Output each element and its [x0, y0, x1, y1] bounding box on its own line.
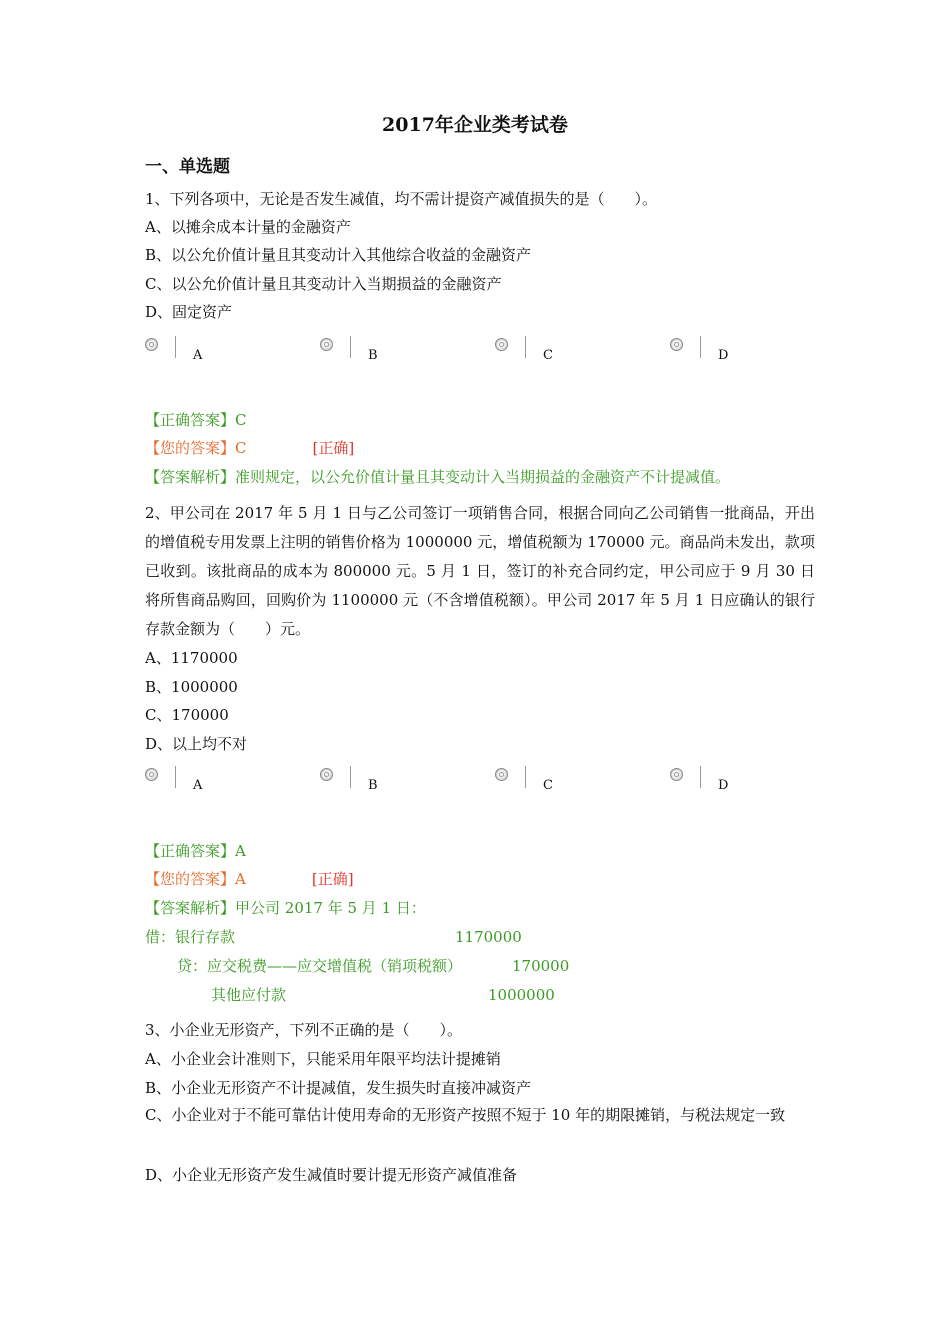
divider [525, 336, 526, 358]
correct-answer-value: A [235, 842, 246, 860]
divider [525, 766, 526, 788]
question-3-option-a: A、小企业会计准则下，只能采用年限平均法计提摊销 [145, 1050, 501, 1068]
page-title: 2017年企业类考试卷 [382, 114, 568, 136]
question-1-option-d: D、固定资产 [145, 303, 233, 321]
question-2-correct-answer [145, 841, 246, 861]
question-2-option-d: D、以上均不对 [145, 735, 248, 753]
radio-label: D [718, 778, 729, 793]
question-2-option-c: C、170000 [145, 706, 229, 724]
question-3-option-c: C、小企业对于不能可靠估计使用寿命的无形资产按照不短于 10 年的期限摊销，与税法规定一致 [145, 1106, 786, 1124]
section-heading: 一、单选题 [145, 157, 230, 177]
analysis-label: 【答案解析】 [145, 899, 236, 917]
question-1-radio-a[interactable] [145, 336, 315, 376]
question-3-option-d: D、小企业无形资产发生减值时要计提无形资产减值准备 [145, 1166, 518, 1184]
question-1-correct-answer [145, 410, 247, 430]
question-2-option-b: B、1000000 [145, 678, 238, 696]
question-2-radio-d[interactable] [670, 766, 840, 806]
correct-answer-label: 【正确答案】 [145, 842, 236, 860]
question-1-analysis [145, 467, 730, 487]
question-2-radio-c[interactable] [495, 766, 665, 806]
question-1-radio-group [145, 336, 845, 376]
question-3-stem: 3、小企业无形资产，下列不正确的是（ ）。 [145, 1021, 463, 1039]
radio-circle-icon[interactable] [145, 338, 158, 351]
question-1-option-b: B、以公允价值计量且其变动计入其他综合收益的金融资产 [145, 246, 532, 264]
radio-circle-icon[interactable] [145, 768, 158, 781]
correct-answer-label: 【正确答案】 [145, 411, 236, 429]
divider [350, 766, 351, 788]
radio-label: D [718, 348, 729, 363]
journal-credit-amount-1: 170000 [512, 957, 570, 975]
question-2-analysis [145, 898, 426, 918]
radio-circle-icon[interactable] [495, 768, 508, 781]
question-1-option-c: C、以公允价值计量且其变动计入当期损益的金融资产 [145, 275, 502, 293]
your-answer-label: 【您的答案】 [145, 870, 236, 888]
question-1-your-answer [145, 438, 354, 458]
divider [175, 766, 176, 788]
radio-label: B [368, 778, 378, 793]
journal-credit-account-1: 贷：应交税费——应交增值税（销项税额） [177, 957, 463, 975]
journal-credit-amount-2: 1000000 [488, 986, 555, 1004]
question-1-radio-c[interactable] [495, 336, 665, 376]
your-answer-value: C [235, 439, 247, 457]
question-2-radio-a[interactable] [145, 766, 315, 806]
your-answer-value: A [235, 870, 246, 888]
question-2-stem: 2、甲公司在 2017 年 5 月 1 日与乙公司签订一项销售合同，根据合同向乙公司销售一批商品，开出的增值税专用发票上注明的销售价格为 1000000 元，增值税额为 170000 元。商品尚未发出，款项已收到。该批商品的成本为 800000 元。5 月 1 日，签订的补充合同约定，甲公司应于 9 月 30 日将所售商品购回，回购价为 1100000 元（不含增值税额）。甲公司 2017 年 5 月 1 日应确认的银行存款金额为（ ）元。 [145, 504, 815, 638]
radio-label: A [193, 348, 203, 363]
result-badge: [正确] [312, 439, 355, 457]
question-2-radio-b[interactable] [320, 766, 490, 806]
divider [700, 336, 701, 358]
journal-debit-amount: 1170000 [455, 928, 522, 946]
divider [700, 766, 701, 788]
journal-credit-account-2: 其他应付款 [211, 986, 287, 1004]
analysis-text: 准则规定，以公允价值计量且其变动计入当期损益的金融资产不计提减值。 [235, 468, 731, 486]
analysis-label: 【答案解析】 [145, 468, 236, 486]
divider [175, 336, 176, 358]
radio-circle-icon[interactable] [670, 338, 683, 351]
journal-debit-account: 借：银行存款 [145, 928, 236, 946]
your-answer-label: 【您的答案】 [145, 439, 236, 457]
question-2-option-a: A、1170000 [145, 649, 238, 667]
radio-circle-icon[interactable] [670, 768, 683, 781]
question-1-radio-d[interactable] [670, 336, 840, 376]
radio-circle-icon[interactable] [495, 338, 508, 351]
radio-circle-icon[interactable] [320, 768, 333, 781]
divider [350, 336, 351, 358]
radio-label: B [368, 348, 378, 363]
question-1-stem: 1、下列各项中，无论是否发生减值，均不需计提资产减值损失的是（ ）。 [145, 190, 658, 208]
question-1-radio-b[interactable] [320, 336, 490, 376]
radio-circle-icon[interactable] [320, 338, 333, 351]
question-3-option-b: B、小企业无形资产不计提减值，发生损失时直接冲减资产 [145, 1079, 532, 1097]
radio-label: A [193, 778, 203, 793]
result-badge: [正确] [311, 870, 354, 888]
question-1-option-a: A、以摊余成本计量的金融资产 [145, 218, 351, 236]
radio-label: C [543, 778, 553, 793]
question-2-your-answer [145, 869, 354, 889]
question-2-radio-group [145, 766, 845, 806]
radio-label: C [543, 348, 553, 363]
analysis-text: 甲公司 2017 年 5 月 1 日： [235, 899, 426, 917]
correct-answer-value: C [235, 411, 247, 429]
